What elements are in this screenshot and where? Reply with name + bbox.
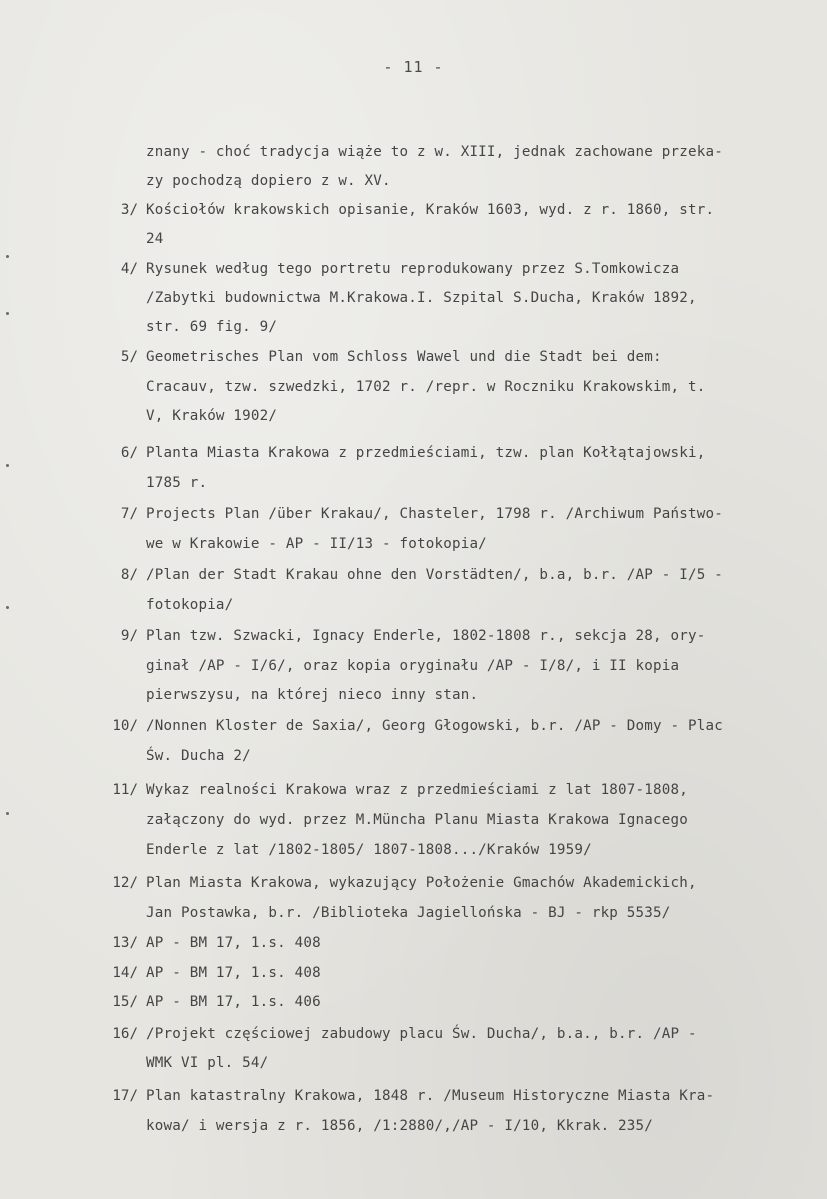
footnote-line: pierwszysu, na której nieco inny stan. (146, 687, 479, 703)
footnote-line: V, Kraków 1902/ (146, 408, 278, 424)
footnote-line: Św. Ducha 2/ (146, 748, 251, 764)
page-number: - 11 - (383, 58, 444, 76)
footnote-number: 9/ (120, 628, 138, 644)
footnote-number: 4/ (120, 261, 138, 277)
footnote-line: zy pochodzą dopiero z w. XV. (146, 173, 391, 189)
footnote-line: fotokopia/ (146, 597, 234, 613)
footnote-line: /Projekt częściowej zabudowy placu Św. Ducha/, b.a., b.r. /AP - (146, 1026, 697, 1042)
footnote-number: 6/ (120, 445, 138, 461)
footnote-line: WMK VI pl. 54/ (146, 1055, 269, 1071)
footnote-line: Plan tzw. Szwacki, Ignacy Enderle, 1802-1808 r., sekcja 28, ory- (146, 628, 706, 644)
footnote-number: 5/ (120, 349, 138, 365)
footnote-line: Kościołów krakowskich opisanie, Kraków 1603, wyd. z r. 1860, str. (146, 202, 715, 218)
footnote-line: Jan Postawka, b.r. /Biblioteka Jagiellońska - BJ - rkp 5535/ (146, 905, 671, 921)
scan-speck (6, 312, 9, 315)
footnote-line: załączony do wyd. przez M.Müncha Planu Miasta Krakowa Ignacego (146, 812, 688, 828)
footnote-line: Geometrisches Plan vom Schloss Wawel und die Stadt bei dem: (146, 349, 662, 365)
footnote-line: kowa/ i wersja z r. 1856, /1:2880/,/AP - I/10, Kkrak. 235/ (146, 1118, 654, 1134)
footnote-line: Wykaz realności Krakowa wraz z przedmieściami z lat 1807-1808, (146, 782, 688, 798)
footnote-number: 8/ (120, 567, 138, 583)
footnote-line: AP - BM 17, 1.s. 408 (146, 965, 321, 981)
footnote-line: Plan katastralny Krakowa, 1848 r. /Museum Historyczne Miasta Kra- (146, 1088, 715, 1104)
footnote-line: /Nonnen Kloster de Saxia/, Georg Głogowski, b.r. /AP - Domy - Plac (146, 718, 723, 734)
footnote-line: /Plan der Stadt Krakau ohne den Vorstädten/, b.a, b.r. /AP - I/5 - (146, 567, 723, 583)
scan-speck (6, 255, 9, 258)
footnote-number: 15/ (112, 994, 138, 1010)
footnote-line: we w Krakowie - AP - II/13 - fotokopia/ (146, 536, 487, 552)
footnote-line: 24 (146, 231, 164, 247)
footnote-number: 7/ (120, 506, 138, 522)
footnote-line: str. 69 fig. 9/ (146, 319, 278, 335)
footnote-line: AP - BM 17, 1.s. 408 (146, 935, 321, 951)
footnote-line: AP - BM 17, 1.s. 406 (146, 994, 321, 1010)
footnote-line: znany - choć tradycja wiąże to z w. XIII, jednak zachowane przeka- (146, 144, 723, 160)
scan-speck (6, 812, 9, 815)
footnote-line: Planta Miasta Krakowa z przedmieściami, tzw. plan Kołłątajowski, (146, 445, 706, 461)
footnote-number: 17/ (112, 1088, 138, 1104)
footnote-line: Plan Miasta Krakowa, wykazujący Położenie Gmachów Akademickich, (146, 875, 697, 891)
scan-speck (6, 606, 9, 609)
footnote-line: Projects Plan /über Krakau/, Chasteler, 1798 r. /Archiwum Państwo- (146, 506, 723, 522)
footnote-line: 1785 r. (146, 475, 208, 491)
footnote-line: Rysunek według tego portretu reprodukowany przez S.Tomkowicza (146, 261, 680, 277)
footnote-number: 16/ (112, 1026, 138, 1042)
scan-speck (6, 464, 9, 467)
footnote-line: Cracauv, tzw. szwedzki, 1702 r. /repr. w Roczniku Krakowskim, t. (146, 379, 706, 395)
footnote-line: /Zabytki budownictwa M.Krakowa.I. Szpital S.Ducha, Kraków 1892, (146, 290, 697, 306)
footnote-number: 14/ (112, 965, 138, 981)
footnote-number: 11/ (112, 782, 138, 798)
footnote-line: Enderle z lat /1802-1805/ 1807-1808.../Kraków 1959/ (146, 842, 592, 858)
footnote-number: 3/ (120, 202, 138, 218)
footnote-number: 10/ (112, 718, 138, 734)
footnote-number: 13/ (112, 935, 138, 951)
footnote-number: 12/ (112, 875, 138, 891)
footnote-line: ginał /AP - I/6/, oraz kopia oryginału /AP - I/8/, i II kopia (146, 658, 680, 674)
